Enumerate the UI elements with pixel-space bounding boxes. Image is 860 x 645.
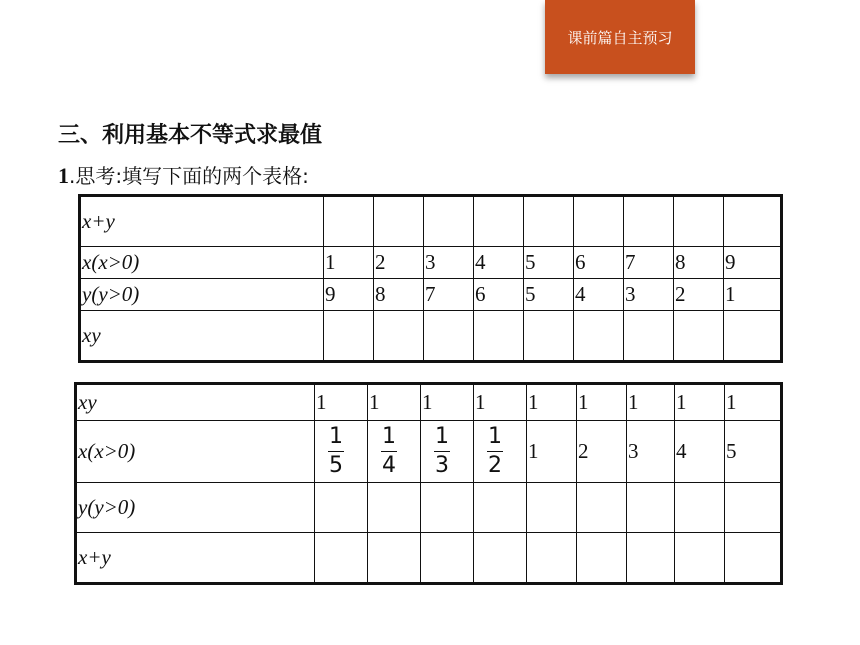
table-cell bbox=[374, 197, 424, 247]
fraction-denominator: 5 bbox=[329, 453, 343, 478]
table-cell bbox=[474, 421, 527, 483]
table-cell bbox=[675, 483, 725, 533]
row-label: xy bbox=[81, 311, 324, 361]
table-cell bbox=[315, 483, 368, 533]
table-cell: 2 bbox=[577, 421, 627, 483]
table-cell bbox=[624, 197, 674, 247]
fraction-denominator: 4 bbox=[382, 453, 396, 478]
table-cell: 5 bbox=[524, 279, 574, 311]
table-cell: 1 bbox=[315, 385, 368, 421]
fraction bbox=[328, 426, 344, 477]
table-cell bbox=[474, 197, 524, 247]
fraction bbox=[381, 426, 397, 477]
table-cell bbox=[725, 533, 781, 583]
table-row bbox=[81, 279, 781, 311]
table-cell: 8 bbox=[374, 279, 424, 311]
table-cell: 9 bbox=[324, 279, 374, 311]
fraction-bar bbox=[381, 451, 397, 452]
table-cell bbox=[474, 483, 527, 533]
table-cell bbox=[577, 533, 627, 583]
table-cell: 6 bbox=[574, 247, 624, 279]
table-cell: 3 bbox=[627, 421, 675, 483]
fraction-numerator: 1 bbox=[329, 424, 343, 449]
table-cell: 4 bbox=[574, 279, 624, 311]
table-row bbox=[81, 197, 781, 247]
table-sum-fixed bbox=[80, 196, 781, 361]
table-cell bbox=[424, 197, 474, 247]
table-cell: 1 bbox=[627, 385, 675, 421]
table-cell bbox=[674, 197, 724, 247]
table-cell: 1 bbox=[368, 385, 421, 421]
row-label: x+y bbox=[77, 533, 315, 583]
table-row bbox=[81, 247, 781, 279]
table-cell bbox=[577, 483, 627, 533]
table-cell bbox=[574, 311, 624, 361]
table-row bbox=[77, 483, 781, 533]
table-cell bbox=[421, 483, 474, 533]
table-cell: 8 bbox=[674, 247, 724, 279]
row-label: x(x>0) bbox=[81, 247, 324, 279]
table-cell: 1 bbox=[527, 421, 577, 483]
table-cell: 1 bbox=[421, 385, 474, 421]
table-cell: 2 bbox=[674, 279, 724, 311]
fraction bbox=[434, 426, 450, 477]
table-cell bbox=[574, 197, 624, 247]
table-cell: 1 bbox=[527, 385, 577, 421]
table-cell: 1 bbox=[724, 279, 781, 311]
table-cell bbox=[368, 421, 421, 483]
fraction bbox=[487, 426, 503, 477]
table-cell bbox=[724, 197, 781, 247]
table-row bbox=[81, 311, 781, 361]
table-cell bbox=[675, 533, 725, 583]
table-cell bbox=[527, 483, 577, 533]
section-badge: 课前篇自主预习 bbox=[545, 0, 695, 74]
row-label: x+y bbox=[81, 197, 324, 247]
table-cell: 3 bbox=[624, 279, 674, 311]
table-cell: 1 bbox=[474, 385, 527, 421]
table-cell bbox=[725, 483, 781, 533]
table-cell: 9 bbox=[724, 247, 781, 279]
table-cell bbox=[421, 421, 474, 483]
table-row bbox=[77, 533, 781, 583]
table-cell bbox=[624, 311, 674, 361]
table-cell: 5 bbox=[524, 247, 574, 279]
row-label: x(x>0) bbox=[77, 421, 315, 483]
table-cell bbox=[627, 533, 675, 583]
table-cell: 4 bbox=[675, 421, 725, 483]
table-cell bbox=[324, 197, 374, 247]
table-cell bbox=[368, 533, 421, 583]
table-cell: 1 bbox=[725, 385, 781, 421]
table-cell bbox=[315, 533, 368, 583]
table-cell: 7 bbox=[624, 247, 674, 279]
table-cell bbox=[524, 311, 574, 361]
fraction-denominator: 3 bbox=[435, 453, 449, 478]
table-cell bbox=[424, 311, 474, 361]
table-cell: 3 bbox=[424, 247, 474, 279]
row-label: y(y>0) bbox=[77, 483, 315, 533]
table-product-fixed bbox=[76, 384, 781, 583]
table-cell bbox=[374, 311, 424, 361]
question-number: 1 bbox=[58, 163, 69, 188]
table-cell: 1 bbox=[324, 247, 374, 279]
question-prompt bbox=[58, 160, 309, 189]
table-cell: 2 bbox=[374, 247, 424, 279]
section-heading: 三、利用基本不等式求最值 bbox=[58, 123, 323, 148]
table-cell bbox=[674, 311, 724, 361]
table-cell bbox=[315, 421, 368, 483]
row-label: y(y>0) bbox=[81, 279, 324, 311]
table-cell bbox=[368, 483, 421, 533]
fraction-numerator: 1 bbox=[435, 424, 449, 449]
row-label: xy bbox=[77, 385, 315, 421]
fraction-numerator: 1 bbox=[382, 424, 396, 449]
table-cell bbox=[524, 197, 574, 247]
table-cell: 6 bbox=[474, 279, 524, 311]
fraction-bar bbox=[328, 451, 344, 452]
table-cell: 1 bbox=[675, 385, 725, 421]
table-cell bbox=[527, 533, 577, 583]
fraction-numerator: 1 bbox=[488, 424, 502, 449]
fraction-bar bbox=[487, 451, 503, 452]
table-cell: 5 bbox=[725, 421, 781, 483]
table-cell: 4 bbox=[474, 247, 524, 279]
table-cell bbox=[724, 311, 781, 361]
table-cell bbox=[474, 311, 524, 361]
table-cell bbox=[627, 483, 675, 533]
table-cell: 1 bbox=[577, 385, 627, 421]
table-cell: 7 bbox=[424, 279, 474, 311]
table-row bbox=[77, 385, 781, 421]
table-row bbox=[77, 421, 781, 483]
table-cell bbox=[474, 533, 527, 583]
fraction-denominator: 2 bbox=[488, 453, 502, 478]
table-cell bbox=[421, 533, 474, 583]
question-text: .思考:填写下面的两个表格: bbox=[69, 164, 309, 188]
fraction-bar bbox=[434, 451, 450, 452]
table-cell bbox=[324, 311, 374, 361]
